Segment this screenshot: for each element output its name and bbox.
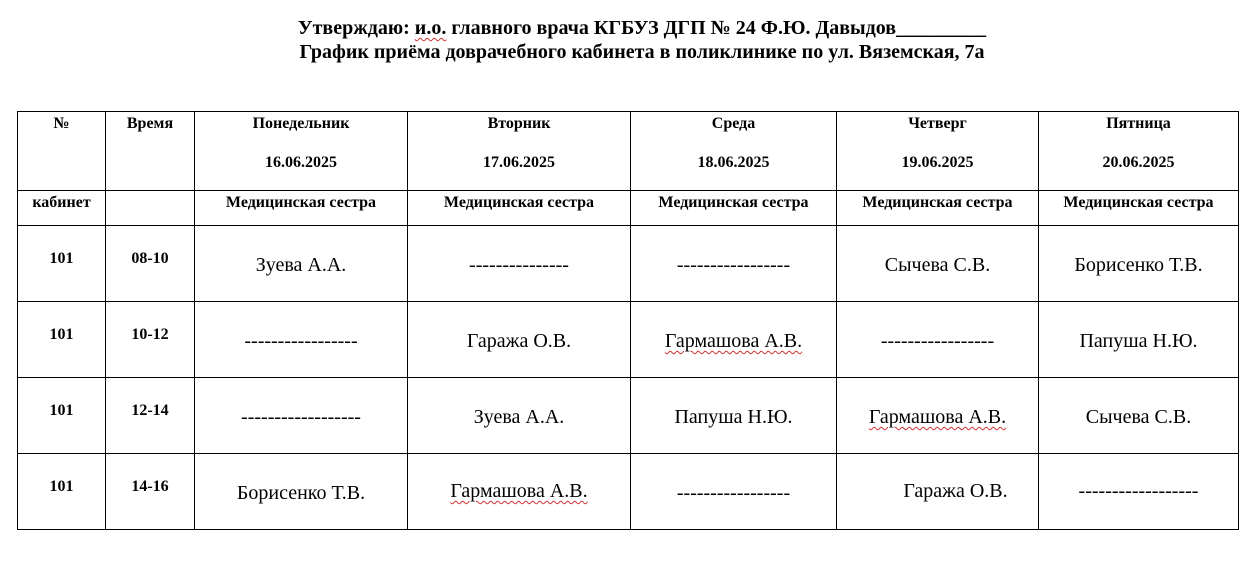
room-number: 101 — [49, 326, 74, 343]
nurse-name: Папуша Н.Ю. — [1079, 330, 1198, 352]
header-number — [18, 112, 106, 191]
role-label: Медицинская сестра — [225, 194, 377, 211]
cell-nurse — [631, 454, 837, 530]
nurse-name: Сычева С.В. — [1085, 406, 1192, 428]
table-row — [18, 454, 1239, 530]
cell-nurse — [1039, 226, 1239, 302]
cell-nurse — [1039, 378, 1239, 454]
nurse-name: Борисенко Т.В. — [236, 482, 366, 504]
day-name: Четверг — [908, 115, 967, 132]
approval-rest: главного врача КГБУЗ ДГП № 24 Ф.Ю. Давыдов_________ — [446, 17, 987, 39]
role-label: Медицинская сестра — [443, 194, 595, 211]
cell-nurse — [195, 378, 408, 454]
subheader-time-empty — [106, 191, 195, 226]
schedule-table — [17, 111, 1239, 530]
role-label: Медицинская сестра — [658, 194, 809, 211]
approval-prefix: Утверждаю: — [297, 17, 415, 39]
header-time-label: Время — [126, 115, 174, 132]
nurse-name: Сычева С.В. — [884, 254, 991, 276]
header-day-wednesday — [631, 112, 837, 191]
table-row — [18, 378, 1239, 454]
cell-nurse — [195, 454, 408, 530]
day-name: Вторник — [487, 115, 551, 132]
header-time — [106, 112, 195, 191]
nurse-name — [631, 330, 836, 353]
subheader-room — [18, 191, 106, 226]
time-slot: 14-16 — [131, 478, 169, 495]
day-date: 19.06.2025 — [901, 154, 974, 171]
nurse-name: Борисенко Т.В. — [1074, 254, 1203, 276]
day-name: Понедельник — [252, 115, 350, 132]
cell-nurse — [631, 378, 837, 454]
document-title: График приёма доврачебного кабинета в поликлинике по ул. Вяземская, 7а — [299, 41, 985, 63]
subheader-role — [1039, 191, 1239, 226]
subheader-role — [195, 191, 408, 226]
cell-time — [106, 302, 195, 378]
header-day-friday — [1039, 112, 1239, 191]
cell-room — [18, 378, 106, 454]
subheader-role — [837, 191, 1039, 226]
nurse-name: ------------------ — [1078, 480, 1199, 502]
nurse-name-text: Гармашова А.В. — [450, 480, 588, 502]
approval-io: и.о. — [414, 17, 447, 39]
nurse-name: ----------------- — [880, 330, 995, 352]
time-slot: 08-10 — [131, 250, 169, 267]
cell-nurse — [837, 378, 1039, 454]
cell-time — [106, 378, 195, 454]
nurse-name: Зуева А.А. — [255, 254, 347, 276]
day-name: Среда — [711, 115, 756, 132]
approval-line — [26, 16, 1258, 40]
cell-nurse — [195, 226, 408, 302]
table-row — [18, 302, 1239, 378]
day-date: 20.06.2025 — [1102, 154, 1175, 171]
cell-nurse — [1039, 454, 1239, 530]
nurse-name: ----------------- — [244, 330, 358, 352]
nurse-name — [408, 480, 630, 503]
cell-nurse — [837, 226, 1039, 302]
subheader-role — [631, 191, 837, 226]
cell-time — [106, 454, 195, 530]
day-name: Пятница — [1106, 115, 1171, 132]
nurse-name: ----------------- — [676, 482, 791, 504]
cell-nurse — [195, 302, 408, 378]
cell-room — [18, 454, 106, 530]
room-number: 101 — [49, 250, 74, 267]
cell-nurse — [837, 302, 1039, 378]
nurse-name: --------------- — [469, 254, 569, 276]
header-day-monday — [195, 112, 408, 191]
role-label: Медицинская сестра — [1063, 194, 1214, 211]
cell-nurse — [1039, 302, 1239, 378]
cell-room — [18, 302, 106, 378]
role-label: Медицинская сестра — [862, 194, 1013, 211]
room-label: кабинет — [32, 194, 91, 211]
cell-nurse — [631, 302, 837, 378]
subheader-role — [408, 191, 631, 226]
day-date: 18.06.2025 — [697, 154, 770, 171]
cell-nurse — [408, 454, 631, 530]
nurse-name: Гаража О.В. — [903, 480, 1008, 502]
nurse-name: Папуша Н.Ю. — [674, 406, 793, 428]
cell-nurse — [631, 226, 837, 302]
header-day-thursday — [837, 112, 1039, 191]
header-number-label: № — [53, 115, 70, 132]
nurse-name-text: Гармашова А.В. — [868, 406, 1007, 428]
nurse-name: Гаража О.В. — [466, 330, 572, 352]
room-number: 101 — [49, 478, 74, 495]
day-date: 16.06.2025 — [265, 154, 337, 171]
table-row — [18, 226, 1239, 302]
nurse-name — [837, 406, 1038, 429]
cell-nurse — [408, 378, 631, 454]
cell-time — [106, 226, 195, 302]
document-header — [0, 16, 1258, 64]
room-number: 101 — [49, 402, 74, 419]
table-header-row — [18, 112, 1239, 191]
header-day-tuesday — [408, 112, 631, 191]
table-subheader-row — [18, 191, 1239, 226]
nurse-name: Зуева А.А. — [473, 406, 565, 428]
nurse-name: ----------------- — [676, 254, 791, 276]
nurse-name: ------------------ — [241, 406, 361, 428]
cell-nurse — [408, 226, 631, 302]
nurse-name-text: Гармашова А.В. — [664, 330, 803, 352]
cell-nurse — [408, 302, 631, 378]
day-date: 17.06.2025 — [483, 154, 555, 171]
cell-room — [18, 226, 106, 302]
time-slot: 12-14 — [131, 402, 169, 419]
cell-nurse — [837, 454, 1039, 530]
time-slot: 10-12 — [131, 326, 169, 343]
